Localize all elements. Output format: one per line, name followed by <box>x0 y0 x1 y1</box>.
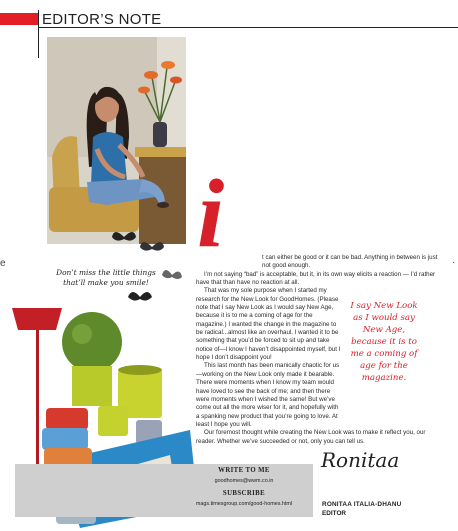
subscribe-label: SUBSCRIBE <box>222 490 266 497</box>
editor-title: EDITOR <box>322 510 347 517</box>
pull-quote: I say New Look as I would say New Age, because it is to me a coming of age for the magazine. <box>350 301 418 383</box>
page-edge-mark-left: e <box>0 258 6 269</box>
header-vertical-rule <box>38 10 39 58</box>
drop-cap-initial: i <box>197 160 225 268</box>
subscribe-url[interactable]: mags.timesgroup.com/good-homes.html <box>195 501 293 507</box>
editor-signature: Ronitaa <box>321 448 400 472</box>
editor-name: RONITAA ITALIA-DHANU <box>322 501 402 508</box>
article-paragraph: This last month has been manically chaotic for us—working on the New Look only made it bearable. There were moments when I know my team would have loved to see the back of me; and then there were moments when I wished the same! But we’ve come out all the more wiser for it, and hopefully with a spanking new product that you’re going to love. At least I hope you will. <box>196 362 340 428</box>
article-paragraph: Our foremost thought while creating the New Look was to make it reflect you, our reader. Whether we’ve succeeded or not, only you can tell us. <box>196 429 426 445</box>
page-title: EDITOR’S NOTE <box>42 11 162 28</box>
page-edge-mark-right: · <box>452 257 456 268</box>
article-paragraph: That was my sole purpose when I started my research for the New Look for GoodHomes. (Please note that I say New Look as I would say New Age, because it is to me a coming of age for the magazine.) I wanted the change in the magazine to be radical...almost like an overhaul. I wanted it to be something that you’d be forced to sit up and take notice of—I know I haven’t disappointed myself, but I hope I don’t disappoint you! <box>196 287 341 362</box>
article-paragraph: t can either be good or it can be bad. Anything in between is just not good enough. <box>262 254 438 270</box>
article-paragraph: I’m not saying “bad” is acceptable, but it, in its own way elicits a reaction — I’d rather have that than have no reaction at all. <box>196 270 436 287</box>
editor-photo <box>47 37 186 244</box>
write-to-me-email[interactable]: goodhomes@wwm.co.in <box>214 478 274 484</box>
write-to-me-label: WRITE TO ME <box>218 467 270 474</box>
handwritten-note: Don’t miss the little things that’ll make you smile! <box>56 268 156 287</box>
header-accent-bar <box>0 13 38 25</box>
